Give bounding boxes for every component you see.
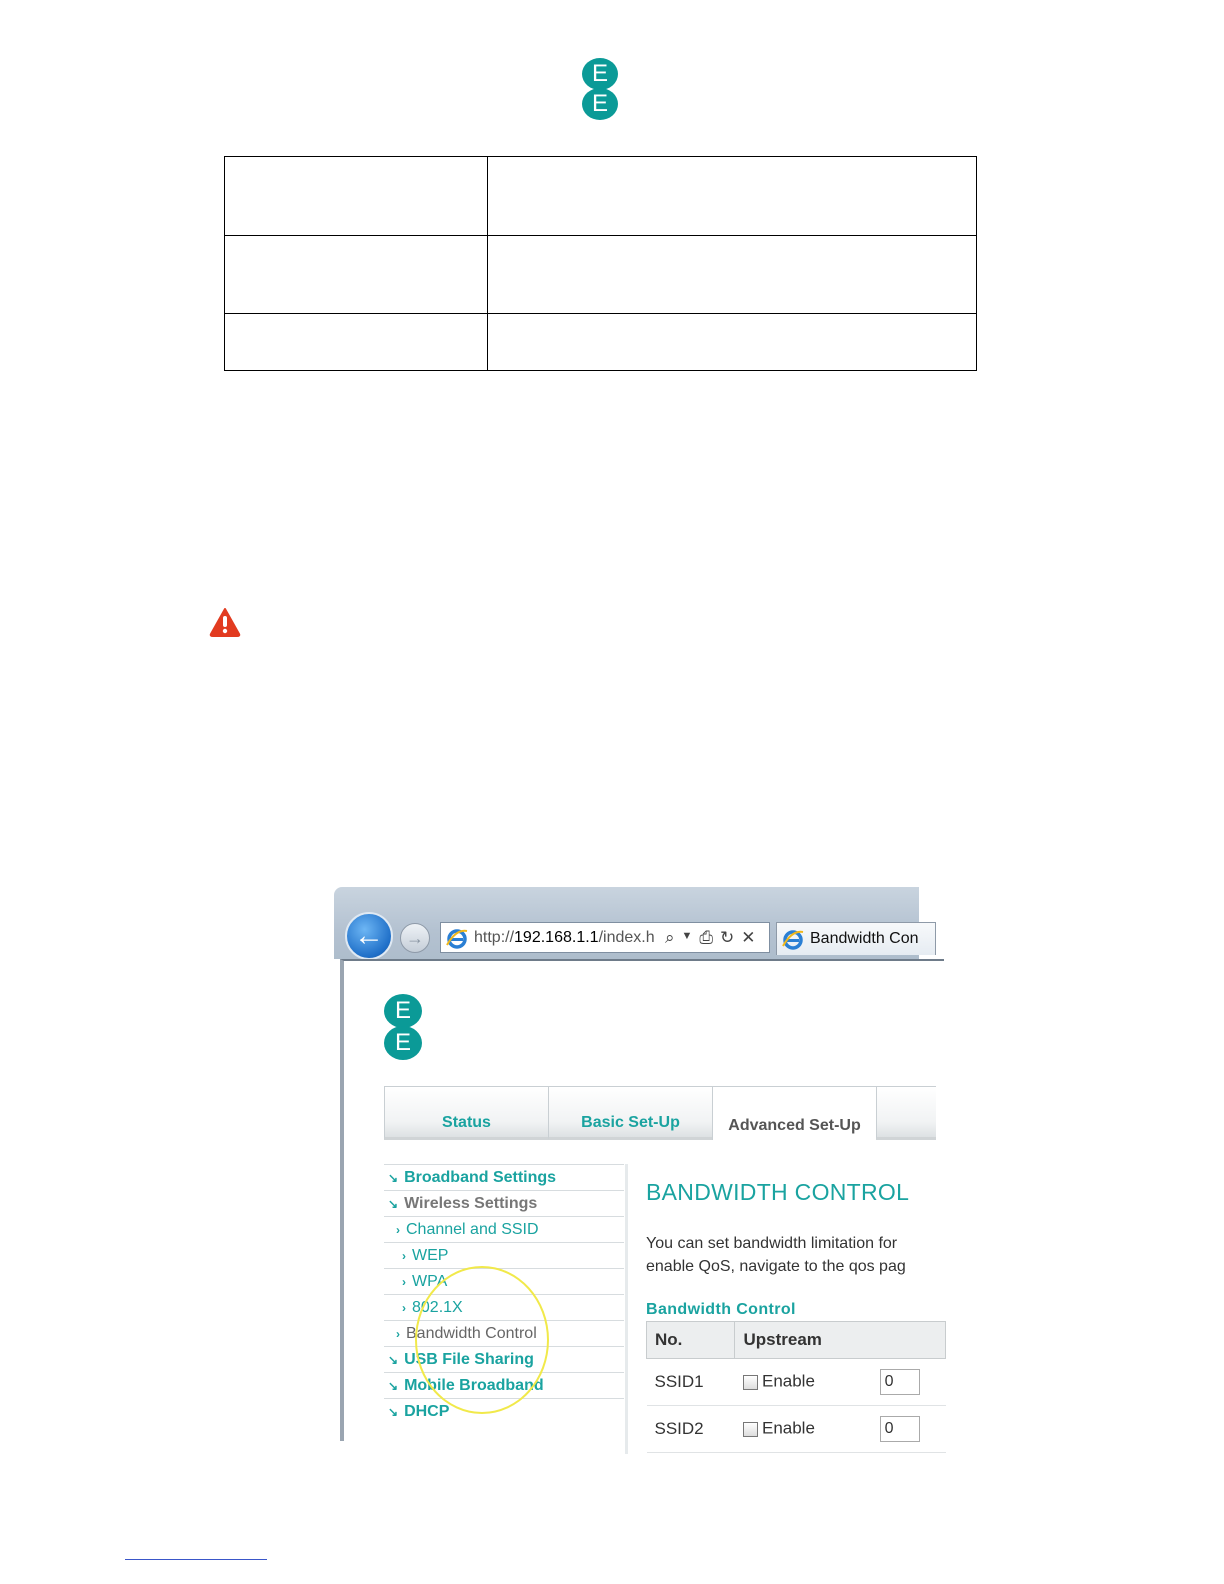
address-bar[interactable]	[440, 922, 770, 953]
table-cell	[225, 314, 488, 371]
refresh-icon[interactable]: ↻	[720, 927, 735, 947]
ee-logo	[582, 60, 618, 120]
table-cell	[488, 236, 977, 314]
info-table	[224, 156, 977, 371]
upstream-input[interactable]: 0	[880, 1416, 920, 1442]
tab-title: Bandwidth Con	[810, 930, 919, 947]
url-text: http://192.168.1.1/index.h	[474, 928, 655, 946]
logo-letter-bottom: E	[384, 1026, 422, 1060]
logo-letter-top: E	[384, 994, 422, 1028]
ee-logo	[384, 996, 422, 1060]
upstream-input[interactable]: 0	[880, 1369, 920, 1395]
tab-partial[interactable]	[876, 1086, 936, 1140]
menu-dhcp[interactable]: ↘ DHCP	[384, 1398, 624, 1424]
tab-basic-set-up[interactable]: Basic Set-Up	[548, 1086, 712, 1140]
logo-letter-bottom: E	[582, 88, 618, 120]
chevron-right-icon: ›	[402, 1300, 406, 1315]
chevron-right-icon: ›	[402, 1274, 406, 1289]
table-row	[647, 1359, 946, 1406]
stop-icon[interactable]: ✕	[741, 927, 756, 947]
side-menu	[384, 1164, 624, 1424]
browser-toolbar	[334, 887, 919, 959]
menu-wireless-settings[interactable]: ↘ Wireless Settings	[384, 1190, 624, 1216]
section-title: Bandwidth Control	[646, 1301, 796, 1318]
expand-arrow-icon: ↘	[388, 1404, 399, 1419]
menu-channel-ssid[interactable]: › Channel and SSID	[384, 1216, 624, 1242]
table-cell	[488, 314, 977, 371]
browser-tab[interactable]	[776, 922, 936, 955]
search-icon[interactable]: ⌕	[665, 927, 675, 947]
column-header: No.	[647, 1322, 735, 1359]
page-description: You can set bandwidth limitation for enable QoS, navigate to the qos pag	[646, 1235, 906, 1275]
router-screenshot	[334, 887, 919, 1438]
ssid-label: SSID2	[647, 1406, 735, 1453]
back-arrow-icon[interactable]: ←	[345, 912, 393, 960]
menu-8021x[interactable]: › 802.1X	[384, 1294, 624, 1320]
table-row	[647, 1406, 946, 1453]
expand-arrow-icon: ↘	[388, 1378, 399, 1393]
table-cell	[225, 157, 488, 236]
address-tools	[665, 928, 756, 948]
table-cell	[225, 236, 488, 314]
content-area	[646, 1179, 946, 1453]
menu-wpa[interactable]: › WPA	[384, 1268, 624, 1294]
bandwidth-table	[646, 1321, 946, 1453]
chevron-right-icon: ›	[396, 1222, 400, 1237]
menu-bandwidth-control[interactable]: › Bandwidth Control	[384, 1320, 624, 1346]
main-nav	[384, 1086, 936, 1140]
forward-arrow-icon[interactable]: →	[400, 923, 430, 953]
enable-checkbox[interactable]	[743, 1422, 758, 1437]
router-page	[340, 959, 944, 1441]
enable-label: Enable	[761, 1371, 815, 1391]
menu-usb-file-sharing[interactable]: ↘ USB File Sharing	[384, 1346, 624, 1372]
table-cell	[488, 157, 977, 236]
menu-wep[interactable]: › WEP	[384, 1242, 624, 1268]
expand-arrow-icon: ↘	[388, 1196, 399, 1211]
ie-icon	[782, 928, 804, 950]
chevron-right-icon: ›	[402, 1248, 406, 1263]
chevron-right-icon: ›	[396, 1326, 400, 1341]
dropdown-icon[interactable]: ▼	[681, 929, 693, 942]
table-row	[225, 314, 977, 371]
enable-label: Enable	[761, 1418, 815, 1438]
expand-arrow-icon: ↘	[388, 1170, 399, 1185]
tab-status[interactable]: Status	[384, 1086, 548, 1140]
menu-broadband-settings[interactable]: ↘ Broadband Settings	[384, 1164, 624, 1190]
tab-advanced-set-up[interactable]: Advanced Set-Up	[712, 1086, 876, 1140]
logo-letter-top: E	[582, 58, 618, 90]
ssid-label: SSID1	[647, 1359, 735, 1406]
warning-triangle-icon	[209, 607, 241, 637]
compatibility-icon[interactable]: ⎙	[699, 927, 714, 947]
menu-mobile-broadband[interactable]: ↘ Mobile Broadband	[384, 1372, 624, 1398]
column-header: Upstream	[735, 1322, 946, 1359]
enable-checkbox[interactable]	[743, 1375, 758, 1390]
expand-arrow-icon: ↘	[388, 1352, 399, 1367]
ie-icon	[446, 927, 468, 949]
page-title: BANDWIDTH CONTROL	[646, 1179, 910, 1205]
table-row	[225, 157, 977, 236]
menu-divider	[625, 1164, 628, 1454]
table-row	[225, 236, 977, 314]
footer-link-rule	[125, 1559, 267, 1560]
